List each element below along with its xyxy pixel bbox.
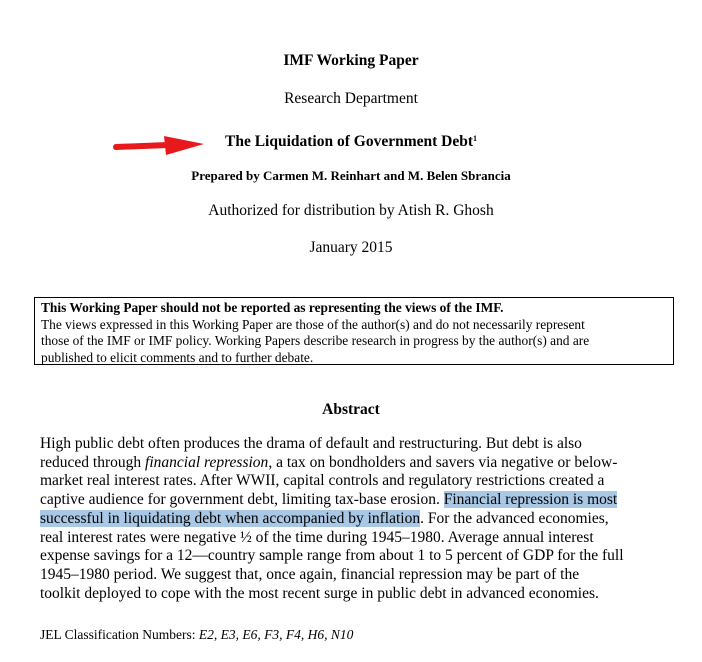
abstract-emphasis: financial repression (145, 453, 269, 471)
abstract-text: , a tax on bondholders and savers via negative or below- (268, 453, 618, 471)
disclaimer-box (34, 297, 674, 365)
jel-codes: E2, E3, E6, F3, F4, H6, N10 (198, 627, 354, 642)
abstract-line: real interest rates were negative ½ of the time during 1945–1980. Average annual interest (40, 528, 594, 546)
paper-title (0, 133, 702, 151)
abstract-text: . For the advanced economies, (420, 509, 609, 527)
title-footnote-marker: 1 (473, 134, 477, 143)
disclaimer-line: published to elicit comments and to further debate. (41, 349, 314, 365)
authorized-by: Authorized for distribution by Atish R. Ghosh (208, 202, 494, 219)
abstract-line: High public debt often produces the drama of default and restructuring. But debt is also (40, 435, 582, 452)
disclaimer-heading: This Working Paper should not be reported as representing the views of the IMF. (41, 300, 504, 315)
highlighted-text: successful in liquidating debt when accompanied by inflation (40, 509, 421, 527)
abstract-line: 1945–1980 period. We suggest that, once again, financial repression may be part of the (40, 565, 580, 583)
jel-label: JEL Classification Numbers: (40, 627, 199, 642)
publication-date: January 2015 (309, 239, 393, 256)
abstract-line (40, 510, 660, 529)
department: Research Department (284, 90, 418, 107)
abstract-text: captive audience for government debt, limiting tax-base erosion. (40, 491, 444, 509)
disclaimer-line: those of the IMF or IMF policy. Working Papers describe research in progress by the author(s) and are (41, 333, 590, 348)
series-title: IMF Working Paper (283, 52, 419, 69)
abstract-line: toolkit deployed to cope with the most recent surge in public debt in advanced economies. (40, 584, 599, 602)
authors: Prepared by Carmen M. Reinhart and M. Belen Sbrancia (191, 168, 511, 183)
abstract-line (40, 454, 660, 473)
abstract-line: market real interest rates. After WWII, capital controls and regulatory restrictions created a (40, 472, 605, 490)
abstract-body (40, 435, 660, 603)
abstract-heading: Abstract (322, 401, 380, 418)
paper-title-text: The Liquidation of Government Debt (224, 133, 473, 150)
highlighted-text: Financial repression is most (443, 491, 618, 509)
abstract-line (40, 491, 660, 510)
jel-classification (40, 627, 353, 643)
abstract-line: expense savings for a 12—country sample range from about 1 to 5 percent of GDP for the full (40, 547, 624, 565)
abstract-text: reduced through (40, 453, 146, 471)
disclaimer-line: The views expressed in this Working Paper are those of the author(s) and do not necessarily represent (41, 316, 585, 332)
